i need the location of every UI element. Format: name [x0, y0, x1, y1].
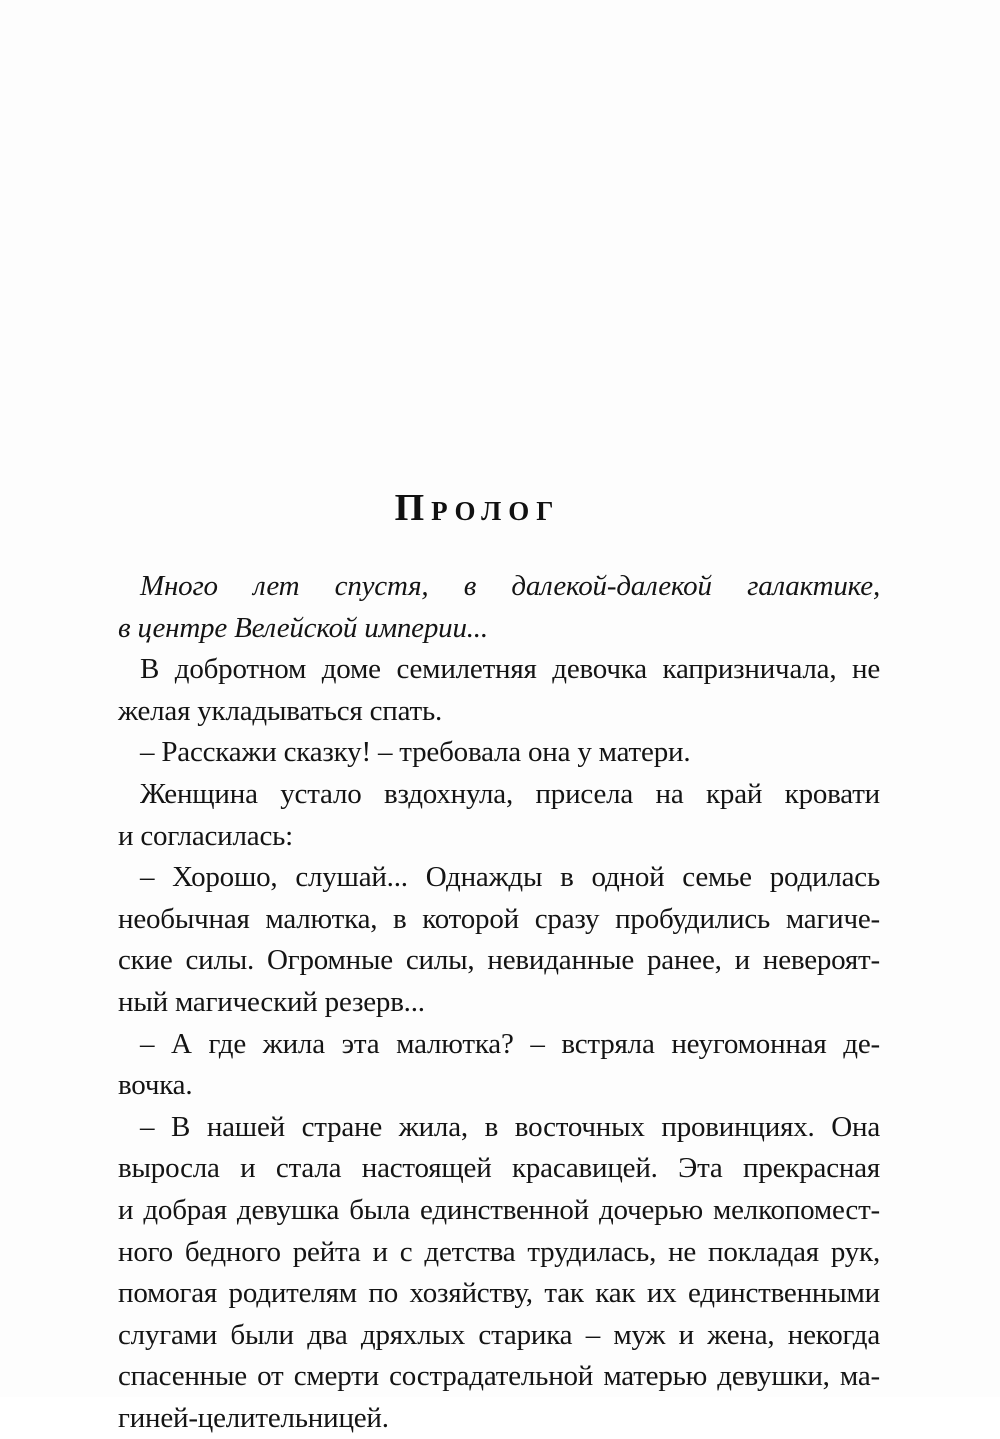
text-line: вочка. — [118, 1069, 193, 1102]
text-line: выросла и стала настоящей красавицей. Эта прекрасная — [118, 1152, 880, 1185]
text-line: ного бедного рейта и с детства трудилась, не покладая рук, — [118, 1235, 880, 1268]
text-line: – Расскажи сказку! – требовала она у матери. — [140, 736, 691, 769]
text-line: необычная малютка, в которой сразу пробудились магиче- — [118, 902, 880, 935]
text-line: и добрая девушка была единственной дочерью мелкопомест- — [118, 1193, 880, 1226]
text-line: гиней-целительницей. — [118, 1401, 389, 1434]
epigraph-line: в центре Велейской империи... — [118, 611, 488, 644]
text-line: ские силы. Огромные силы, невиданные ранее, и невероят- — [118, 944, 880, 977]
text-line: и согласилась: — [118, 819, 293, 852]
text-line: слугами были два дряхлых старика – муж и жена, некогда — [118, 1318, 880, 1351]
text-line: В добротном доме семилетняя девочка капризничала, не — [140, 653, 880, 686]
text-line: желая укладываться спать. — [118, 694, 443, 727]
text-line: – Хорошо, слушай... Однажды в одной семье родилась — [140, 861, 880, 894]
text-line: помогая родителям по хозяйству, так как их единственными — [118, 1277, 880, 1310]
text-line: ный магический резерв... — [118, 985, 425, 1018]
chapter-title: ПРОЛОГ — [394, 487, 561, 529]
text-line: Женщина устало вздохнула, присела на край кровати — [140, 777, 880, 810]
text-line: – В нашей стране жила, в восточных провинциях. Она — [140, 1110, 880, 1143]
text-line: спасенные от смерти сострадательной матерью девушки, ма- — [118, 1360, 880, 1393]
epigraph-line: Много лет спустя, в далекой-далекой галактике, — [140, 570, 880, 602]
chapter-body — [118, 566, 880, 1439]
text-line: – А где жила эта малютка? – встряла неугомонная де- — [140, 1027, 880, 1060]
